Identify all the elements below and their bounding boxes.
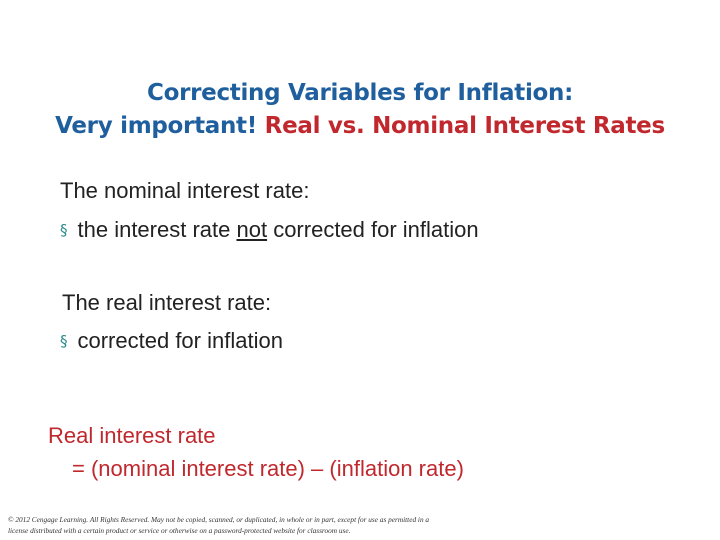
nominal-heading: The nominal interest rate: — [60, 178, 310, 203]
bullet-icon: § — [60, 332, 68, 350]
slide-title-line2 — [0, 113, 720, 139]
nominal-bullet — [60, 217, 479, 243]
slide-title-line1: Correcting Variables for Inflation: — [146, 80, 574, 106]
formula-line2: = (nominal interest rate) – (inflation rate) — [72, 456, 464, 481]
bullet-icon: § — [60, 221, 68, 239]
nominal-bullet-underlined: not — [236, 217, 268, 242]
real-heading: The real interest rate: — [62, 290, 272, 315]
title-prefix: Very important! — [55, 113, 265, 139]
formula-line1: Real interest rate — [48, 423, 216, 448]
title-red-text: Real vs. Nominal Interest Rates — [264, 113, 665, 139]
real-bullet-text: corrected for inflation — [77, 328, 283, 353]
nominal-bullet-before: the interest rate — [77, 217, 237, 242]
copyright-notice: © 2012 Cengage Learning. All Rights Reserved. May not be copied, scanned, or duplicated, in whole or in part, except for use as permitted in a license distributed with a certain product or service or otherwise on a password-protected website for classroom use. — [8, 515, 430, 535]
real-bullet — [60, 328, 283, 354]
nominal-bullet-after: corrected for inflation — [267, 217, 479, 242]
nominal-bullet-text — [78, 217, 479, 243]
